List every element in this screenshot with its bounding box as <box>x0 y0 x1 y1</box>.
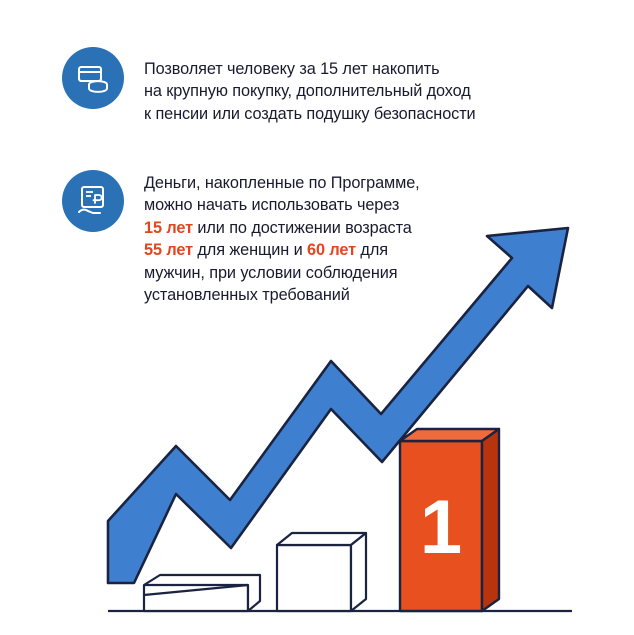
bullet-text-line <box>144 217 420 239</box>
bullet-icon-wrapper-1 <box>62 47 124 109</box>
bullet-text-line <box>144 262 420 284</box>
hand-with-document-ruble-icon <box>74 182 112 220</box>
bullet-item-1 <box>62 47 582 125</box>
bullet-text-2 <box>144 170 420 307</box>
bullet-text-line <box>144 194 420 216</box>
bullet-text-1 <box>144 47 476 125</box>
highlighted-term: 60 лет <box>307 241 356 260</box>
bullet-text-line <box>144 284 420 306</box>
text-run: для женщин и <box>192 241 308 260</box>
text-run: на крупную покупку, дополнительный доход <box>144 82 471 101</box>
text-run: Позволяет человеку за 15 лет накопить <box>144 60 440 78</box>
bullet-text-line <box>144 172 420 194</box>
bullet-text-line <box>144 103 476 125</box>
text-run: или по достижении возраста <box>192 218 412 237</box>
text-run: мужчин, при условии соблюдения <box>144 263 398 282</box>
podium-third-place <box>144 575 260 611</box>
text-run: установленных требований <box>144 286 350 305</box>
podium-second-place <box>277 533 366 611</box>
card-and-coins-icon <box>74 59 112 97</box>
text-run: к пенсии или создать подушку безопасности <box>144 104 476 123</box>
text-run: можно начать использовать через <box>144 196 400 215</box>
bullet-text-line <box>144 58 476 80</box>
bullet-icon-wrapper-2 <box>62 170 124 232</box>
highlighted-term: 15 лет <box>144 218 193 237</box>
highlighted-term: 55 лет <box>144 241 193 260</box>
bullet-item-2 <box>62 170 582 307</box>
text-run: Деньги, накопленные по Программе, <box>144 174 420 192</box>
podium-first-place-number: 1 <box>419 485 463 570</box>
text-run: для <box>356 241 388 260</box>
bullet-text-line <box>144 239 420 261</box>
bullet-text-line <box>144 80 476 102</box>
